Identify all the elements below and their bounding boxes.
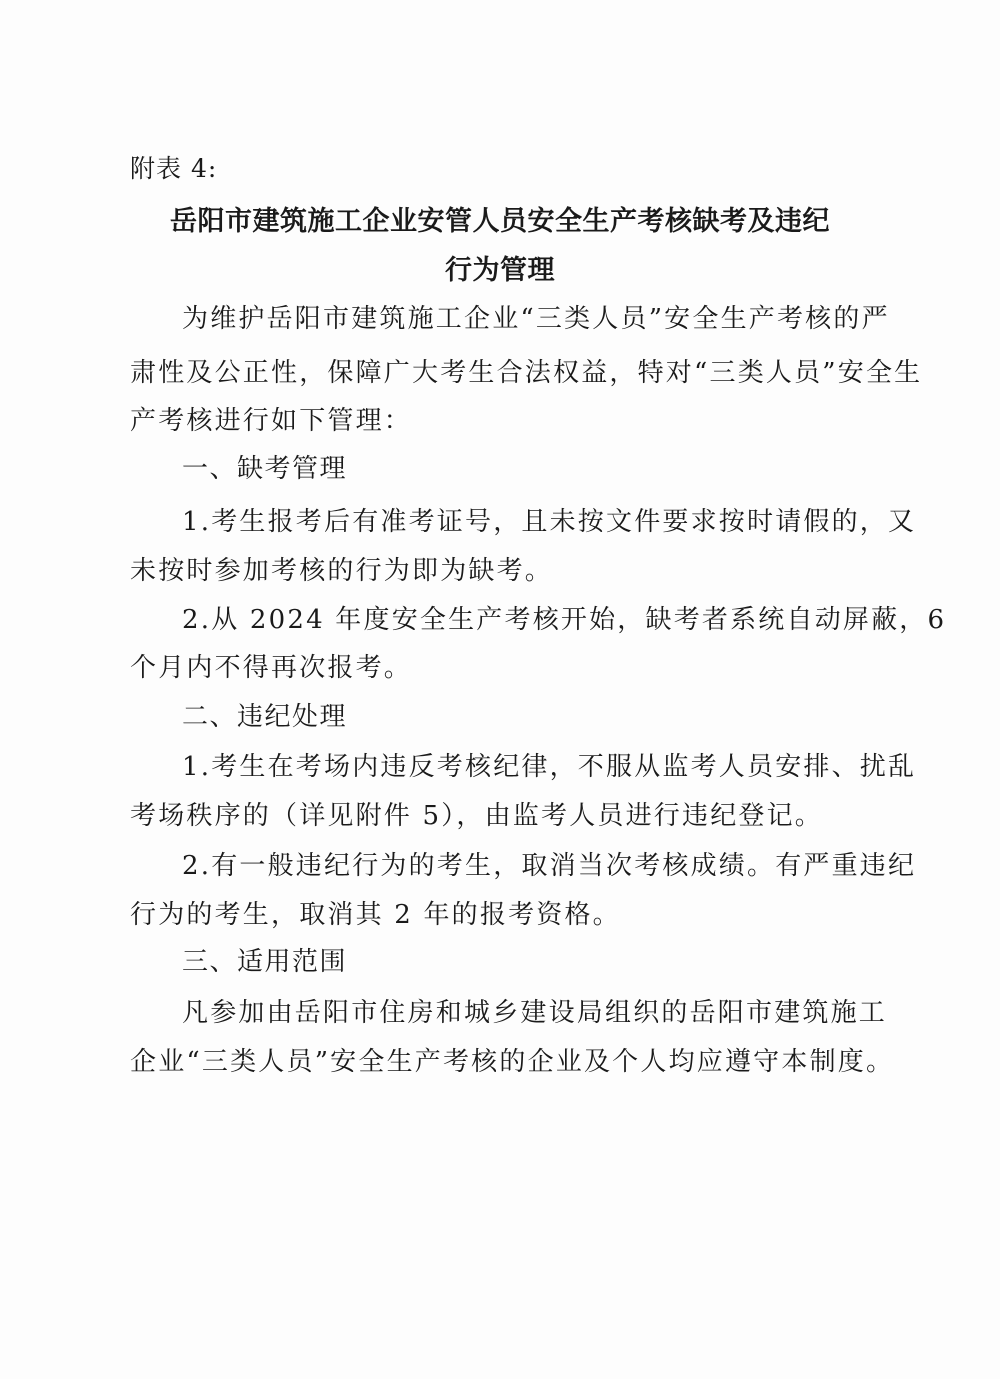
section-2-item-1-line-1: 1.考生在考场内违反考核纪律，不服从监考人员安排、扰乱: [182, 752, 917, 782]
section-1-item-1-line-1: 1.考生报考后有准考证号，且未按文件要求按时请假的，又: [182, 507, 917, 537]
section-3-line-2: 企业“三类人员”安全生产考核的企业及个人均应遵守本制度。: [130, 1047, 895, 1077]
intro-paragraph-line-1: 为维护岳阳市建筑施工企业“三类人员”安全生产考核的严: [182, 304, 890, 334]
section-1-item-1-line-2: 未按时参加考核的行为即为缺考。: [130, 556, 554, 586]
attachment-label: 附表 4:: [130, 154, 218, 183]
section-2-item-2-line-2: 行为的考生，取消其 2 年的报考资格。: [130, 900, 621, 930]
section-1-item-2-line-1: 2.从 2024 年度安全生产考核开始，缺考者系统自动屏蔽，6: [182, 605, 947, 635]
section-2-item-2-line-1: 2.有一般违纪行为的考生，取消当次考核成绩。有严重违纪: [182, 851, 917, 881]
document-title-line-2: 行为管理: [445, 255, 555, 286]
section-1-heading: 一、缺考管理: [182, 454, 348, 484]
document-title-line-1: 岳阳市建筑施工企业安管人员安全生产考核缺考及违纪: [170, 206, 830, 237]
section-2-item-1-line-2: 考场秩序的（详见附件 5），由监考人员进行违纪登记。: [130, 801, 824, 831]
intro-paragraph-line-3: 产考核进行如下管理：: [130, 406, 413, 436]
section-1-item-2-line-2: 个月内不得再次报考。: [130, 653, 413, 683]
section-3-heading: 三、适用范围: [182, 947, 348, 977]
section-2-heading: 二、违纪处理: [182, 702, 348, 732]
section-3-line-1: 凡参加由岳阳市住房和城乡建设局组织的岳阳市建筑施工: [182, 998, 888, 1028]
intro-paragraph-line-2: 肃性及公正性，保障广大考生合法权益，特对“三类人员”安全生: [130, 358, 923, 388]
